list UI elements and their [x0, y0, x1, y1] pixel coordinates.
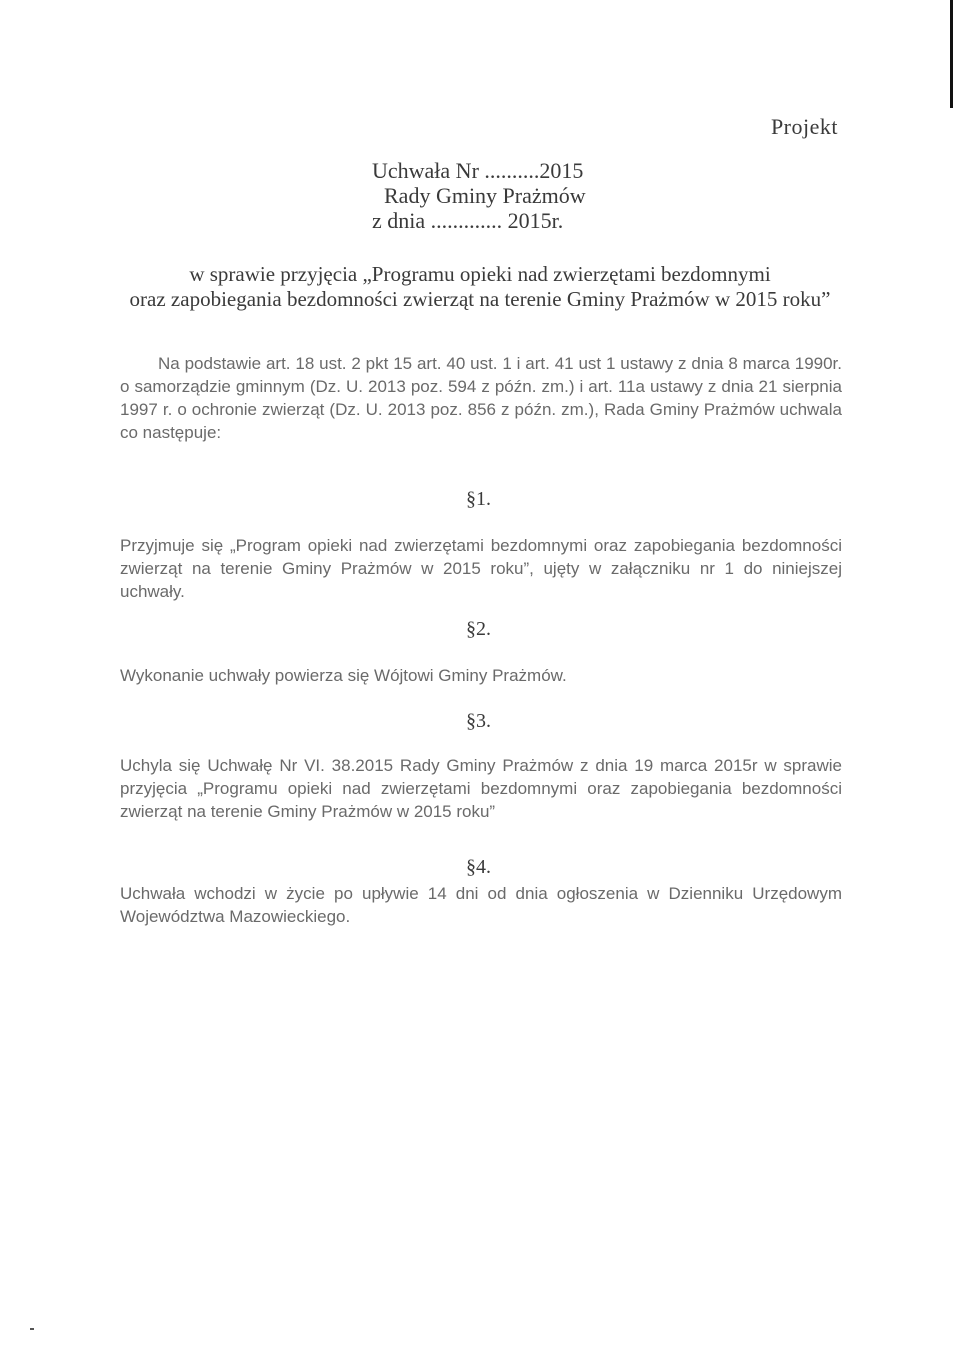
resolution-number: Uchwała Nr ..........2015 — [372, 158, 584, 183]
scan-dot-mark — [30, 1328, 34, 1330]
resolution-date: z dnia ............. 2015r. — [372, 208, 564, 233]
council-name: Rady Gminy Prażmów — [384, 183, 586, 208]
subject-line-1: w sprawie przyjęcia „Programu opieki nad zwierzętami bezdomnymi — [189, 262, 771, 286]
section-4-label: §4. — [466, 856, 491, 878]
section-4-text: Uchwała wchodzi w życie po upływie 14 dni od dnia ogłoszenia w Dzienniku Urzędowym Województwa Mazowieckiego. — [120, 884, 842, 926]
subject-line-2: oraz zapobiegania bezdomności zwierząt na terenie Gminy Prażmów w 2015 roku” — [129, 287, 831, 311]
resolution-header — [372, 158, 586, 233]
section-2-text: Wykonanie uchwały powierza się Wójtowi Gminy Prażmów. — [120, 666, 567, 685]
legal-basis-paragraph: Na podstawie art. 18 ust. 2 pkt 15 art. 40 ust. 1 i art. 41 ust 1 ustawy z dnia 8 marca 1990r. o samorządzie gminnym (Dz. U. 2013 poz. 594 z późn. zm.) i art. 11a ustawy z dnia 21 sierpnia 1997 r. o ochronie zwierząt (Dz. U. 2013 poz. 856 z późn. zm.), Rada Gminy Prażmów uchwala co następuje: — [120, 354, 842, 442]
section-3-label: §3. — [466, 710, 491, 732]
scan-edge-mark — [950, 0, 953, 108]
section-3-text: Uchyla się Uchwałę Nr VI. 38.2015 Rady Gminy Prażmów z dnia 19 marca 2015r w sprawie przyjęcia „Programu opieki nad zwierzętami bezdomnymi oraz zapobiegania bezdomności zwierząt na terenie Gminy Prażmów w 2015 roku” — [120, 756, 842, 821]
resolution-subject — [0, 262, 960, 312]
section-2-label: §2. — [466, 618, 491, 640]
projekt-label: Projekt — [770, 114, 838, 139]
section-1-label: §1. — [466, 488, 491, 510]
section-1-text: Przyjmuje się „Program opieki nad zwierzętami bezdomnymi oraz zapobiegania bezdomności zwierząt na terenie Gminy Prażmów w 2015 roku”, ujęty w załączniku nr 1 do niniejszej uchwały. — [120, 536, 842, 601]
